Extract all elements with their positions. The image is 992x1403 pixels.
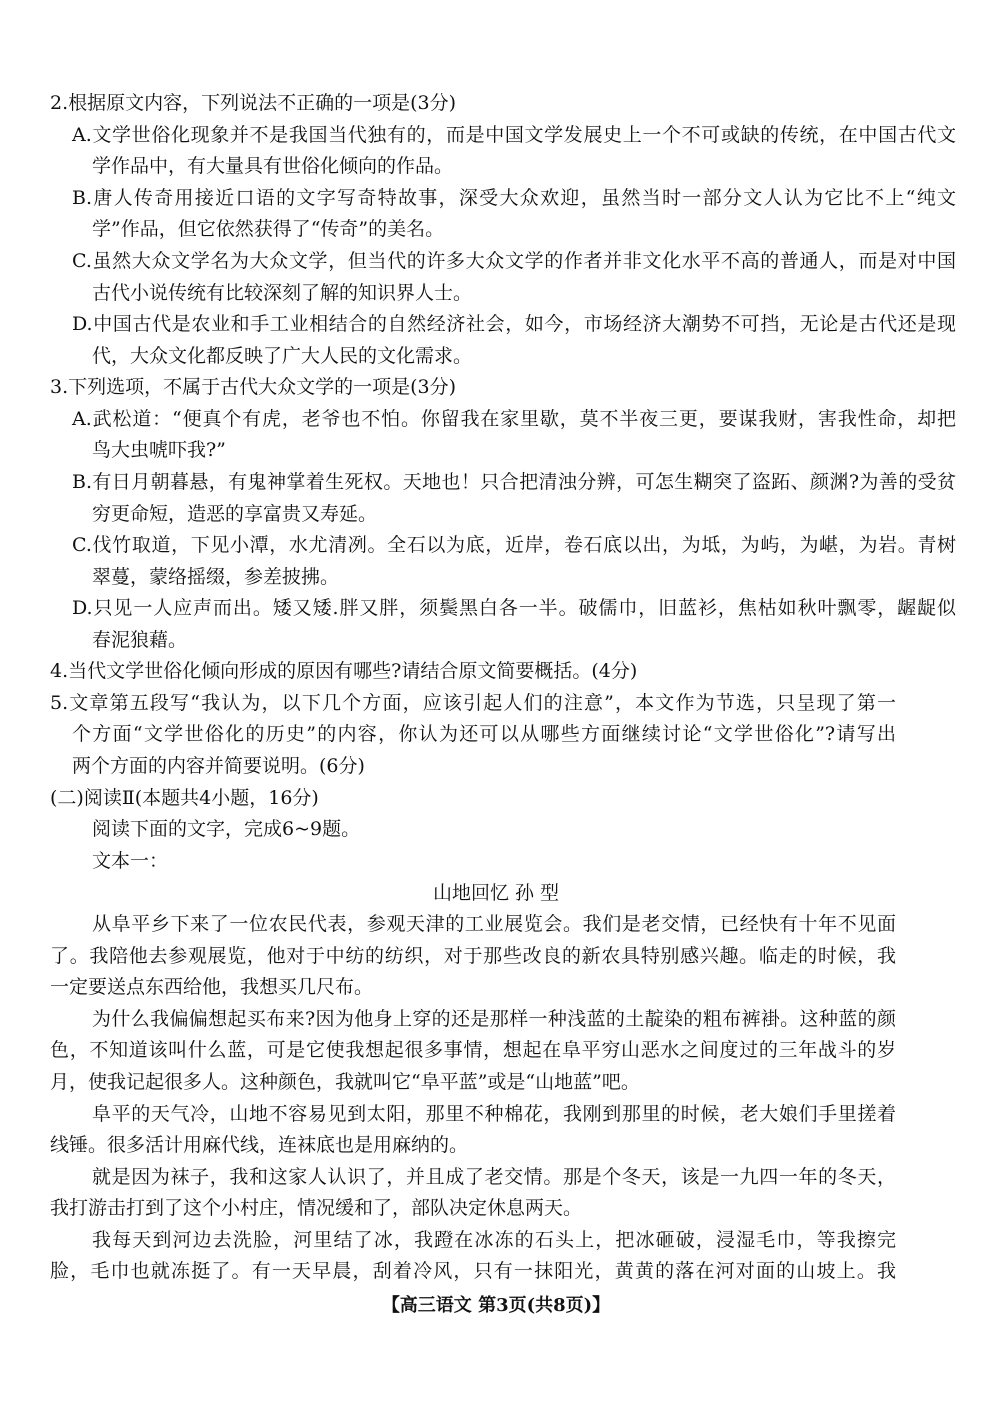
passage-line: 我打游击打到了这个小村庄，情况缓和了，部队决定休息两天。	[50, 1197, 583, 1219]
q2-option-d-line1: D.中国古代是农业和手工业相结合的自然经济社会，如今，市场经济大潮势不可挡，无论是古代还是现	[72, 313, 956, 335]
q3-option-a-line2: 鸟大虫唬吓我?”	[92, 439, 226, 461]
passage-line: 阜平的天气冷，山地不容易见到太阳，那里不种棉花，我刚到那里的时候，老大娘们手里搓着	[92, 1103, 896, 1125]
q2-option-d-line2: 代，大众文化都反映了广大人民的文化需求。	[92, 345, 473, 367]
q5-line3: 两个方面的内容并简要说明。(6分)	[72, 755, 365, 777]
passage-line: 色，不知道该叫什么蓝，可是它使我想起很多事情，想起在阜平穷山恶水之间度过的三年战斗的岁	[50, 1039, 896, 1061]
q2-stem: 2.根据原文内容，下列说法不正确的一项是(3分)	[50, 92, 457, 114]
q3-option-d-line2: 春泥狼藉。	[92, 629, 188, 651]
passage-line: 就是因为袜子，我和这家人认识了，并且成了老交情。那是个冬天，该是一九四一年的冬天，	[92, 1166, 896, 1188]
passage-line: 了。我陪他去参观展览，他对于中纺的纺织，对于那些改良的新农具特别感兴趣。临走的时候，我	[50, 945, 896, 967]
q3-option-b-line2: 穷更命短，造恶的享富贵又寿延。	[92, 503, 378, 525]
q3-stem: 3.下列选项，不属于古代大众文学的一项是(3分)	[50, 376, 457, 398]
section-heading: (二)阅读Ⅱ(本题共4小题，16分)	[50, 787, 319, 809]
q3-option-d-line1: D.只见一人应声而出。矮又矮.胖又胖，须鬓黑白各一半。破儒巾，旧蓝衫，焦枯如秋叶飘零，龌龊似	[72, 597, 956, 619]
passage-line: 月，使我记起很多人。这种颜色，我就叫它“阜平蓝”或是“山地蓝”吧。	[50, 1071, 640, 1093]
watermark	[360, 1100, 365, 1131]
q5-line2: 个方面“文学世俗化的历史”的内容，你认为还可以从哪些方面继续讨论“文学世俗化”?请写出	[72, 723, 896, 745]
q3-option-b-line1: B.有日月朝暮悬，有鬼神掌着生死权。天地也！只合把清浊分辨，可怎生糊突了盗跖、颜渊?为善的受贫	[72, 471, 956, 493]
q3-option-c-line1: C.伐竹取道，下见小潭，水尤清冽。全石以为底，近岸，卷石底以出，为坻，为屿，为嵁，为岩。青树	[72, 534, 956, 556]
q2-option-c-line1: C.虽然大众文学名为大众文学，但当代的许多大众文学的作者并非文化水平不高的普通人，而是对中国	[72, 250, 956, 272]
passage-line: 线锤。很多活计用麻代线，连袜底也是用麻纳的。	[50, 1134, 469, 1156]
passage-line: 我每天到河边去洗脸，河里结了冰，我蹬在冰冻的石头上，把冰砸破，浸湿毛巾，等我擦完	[92, 1229, 896, 1251]
passage-line: 一定要送点东西给他，我想买几尺布。	[50, 976, 374, 998]
passage-line: 从阜平乡下来了一位农民代表，参观天津的工业展览会。我们是老交情，已经快有十年不见面	[92, 913, 896, 935]
passage-title: 山地回忆 孙 型	[432, 882, 560, 904]
q5-line1: 5.文章第五段写“我认为，以下几个方面，应该引起人们的注意”，本文作为节选，只呈现了第一	[50, 692, 896, 714]
q3-option-a-line1: A.武松道：“便真个有虎，老爷也不怕。你留我在家里歇，莫不半夜三更，要谋我财，害我性命，却把	[72, 408, 956, 430]
q2-option-b-line1: B.唐人传奇用接近口语的文字写奇特故事，深受大众欢迎，虽然当时一部分文人认为它比不上“纯文	[72, 187, 956, 209]
passage-line: 脸，毛巾也就冻挺了。有一天早晨，刮着冷风，只有一抹阳光，黄黄的落在河对面的山坡上。我	[50, 1260, 896, 1282]
q2-option-b-line2: 学”作品，但它依然获得了“传奇”的美名。	[92, 218, 445, 240]
q4-stem: 4.当代文学世俗化倾向形成的原因有哪些?请结合原文简要概括。(4分)	[50, 660, 638, 682]
section-instruction: 阅读下面的文字，完成6~9题。	[92, 818, 361, 840]
passage-line: 为什么我偏偏想起买布来?因为他身上穿的还是那样一种浅蓝的土靛染的粗布裤褂。这种蓝的颜	[92, 1008, 896, 1030]
q2-option-c-line2: 古代小说传统有比较深刻了解的知识界人士。	[92, 282, 473, 304]
text-label: 文本一：	[92, 850, 169, 872]
q2-option-a-line1: A.文学世俗化现象并不是我国当代独有的，而是中国文学发展史上一个不可或缺的传统，在中国古代文	[72, 124, 956, 146]
q3-option-c-line2: 翠蔓，蒙络摇缀，参差披拂。	[92, 566, 340, 588]
q2-option-a-line2: 学作品中，有大量具有世俗化倾向的作品。	[92, 155, 454, 177]
page-footer: 【高三语文 第3页(共8页)】	[381, 1295, 611, 1316]
